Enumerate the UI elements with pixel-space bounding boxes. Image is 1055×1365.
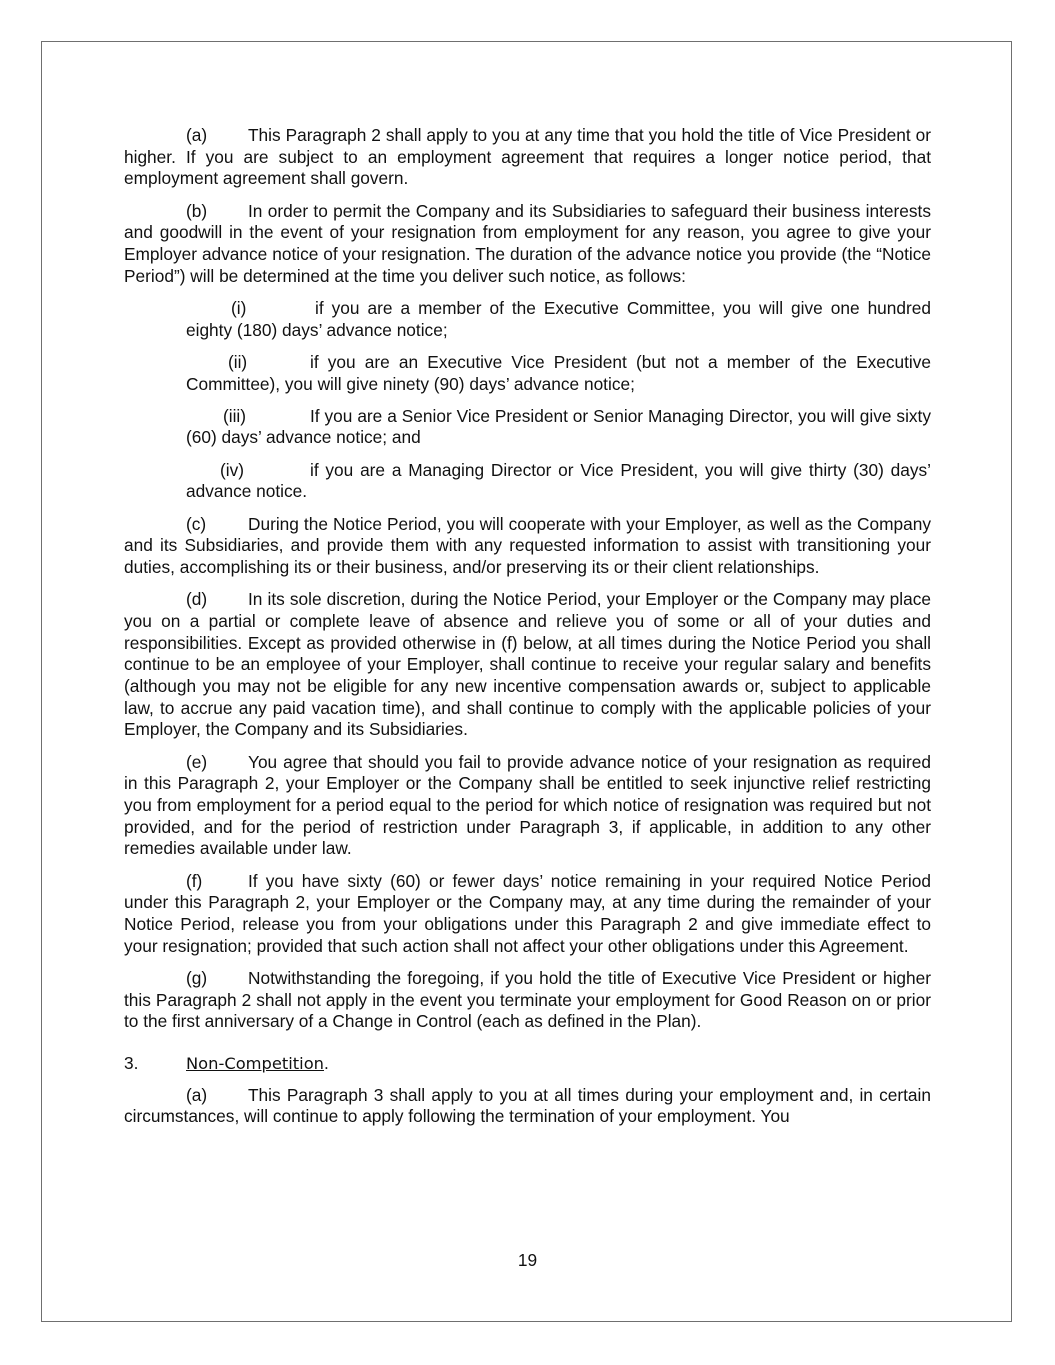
paragraph-label: (a) (186, 1084, 208, 1105)
subitem-label: (ii) (228, 351, 248, 372)
paragraph-2b (124, 201, 931, 288)
page-number: 19 (517, 1250, 538, 1270)
paragraph-label: (e) (186, 751, 208, 772)
paragraph-text: Notwithstanding the foregoing, if you hold the title of Executive Vice President or higher this Paragraph 2 shall not apply in the event you terminate your employment for Good Reason on or prior to the first anniversary of a Change in Control (each as defined in the Plan). (124, 967, 931, 1032)
section-title-suffix: . (323, 1053, 329, 1074)
paragraph-text: If you have sixty (60) or fewer days’ notice remaining in your required Notice Period under this Paragraph 2, your Employer or the Company may, at any time during the remainder of your Notice Period, release you from your obligations under this Paragraph 2 and give immediate effect to your resignation; provided that such action shall not affect your other obligations under this Agreement. (124, 870, 931, 956)
paragraph-2d (124, 589, 931, 741)
subitem-i (186, 298, 931, 341)
subitem-ii (186, 352, 931, 395)
paragraph-text: This Paragraph 2 shall apply to you at any time that you hold the title of Vice President or higher. If you are subject to an employment agreement that requires a longer notice period, that employment agreement shall govern. (124, 125, 931, 189)
subitem-text: if you are an Executive Vice President (but not a member of the Executive Committee), you will give ninety (90) days’ advance notice; (186, 351, 931, 394)
paragraph-2a (124, 125, 931, 190)
document-body (124, 125, 931, 1139)
section-title: Non-Competition (186, 1054, 324, 1074)
subitem-text: If you are a Senior Vice President or Senior Managing Director, you will give sixty (60) days’ advance notice; and (186, 405, 931, 448)
paragraph-text: This Paragraph 3 shall apply to you at all times during your employment and, in certain circumstances, will continue to apply following the termination of your employment. You (124, 1084, 931, 1127)
section-number: 3. (124, 1053, 139, 1074)
paragraph-label: (b) (186, 200, 208, 221)
paragraph-label: (f) (186, 870, 203, 891)
subitem-label: (i) (231, 297, 247, 318)
section-3-heading (124, 1053, 931, 1075)
paragraph-2e (124, 752, 931, 861)
subitem-iv (186, 460, 931, 503)
paragraph-3a (124, 1085, 931, 1128)
paragraph-text: In its sole discretion, during the Notice Period, your Employer or the Company may place you on a partial or complete leave of absence and relieve you of some or all of your duties and responsibilities. Except as provided otherwise in (f) below, at all times during the Notice Period you shall continue to be an employee of your Employer, shall continue to receive your regular salary and benefits (although you may not be eligible for any new incentive compensation awards or, subject to applicable law, to accrue any paid vacation time), and shall continue to comply with the applicable policies of your Employer, the Company and its Subsidiaries. (124, 589, 931, 740)
paragraph-text: During the Notice Period, you will cooperate with your Employer, as well as the Company and its Subsidiaries, and provide them with any requested information to assist with transitioning your duties, accomplishing its or their business, and/or preserving its or their client relationships. (124, 513, 931, 577)
paragraph-label: (g) (186, 967, 208, 988)
subitem-text: if you are a member of the Executive Committee, you will give one hundred eighty (180) days’ advance notice; (186, 297, 931, 340)
paragraph-label: (d) (186, 589, 208, 610)
paragraph-2f (124, 871, 931, 958)
subitem-text: if you are a Managing Director or Vice President, you will give thirty (30) days’ advance notice. (186, 459, 931, 502)
paragraph-2g (124, 968, 931, 1033)
subitem-label: (iv) (220, 459, 244, 480)
subitem-iii (186, 406, 931, 449)
paragraph-label: (a) (186, 125, 208, 145)
paragraph-text: You agree that should you fail to provide advance notice of your resignation as required in this Paragraph 2, your Employer or the Company shall be entitled to seek injunctive relief restricting you from employment for a period equal to the period for which notice of resignation was required but not provided, and for the period of restriction under Paragraph 3, if applicable, in addition to any other remedies available under law. (124, 751, 931, 859)
paragraph-label: (c) (186, 513, 207, 534)
subitem-label: (iii) (223, 405, 247, 426)
paragraph-2c (124, 514, 931, 579)
paragraph-text: In order to permit the Company and its Subsidiaries to safeguard their business interests and goodwill in the event of your resignation from employment for any reason, you agree to give your Employer advance notice of your resignation. The duration of the advance notice you provide (the “Notice Period”) will be determined at the time you deliver such notice, as follows: (124, 200, 931, 286)
